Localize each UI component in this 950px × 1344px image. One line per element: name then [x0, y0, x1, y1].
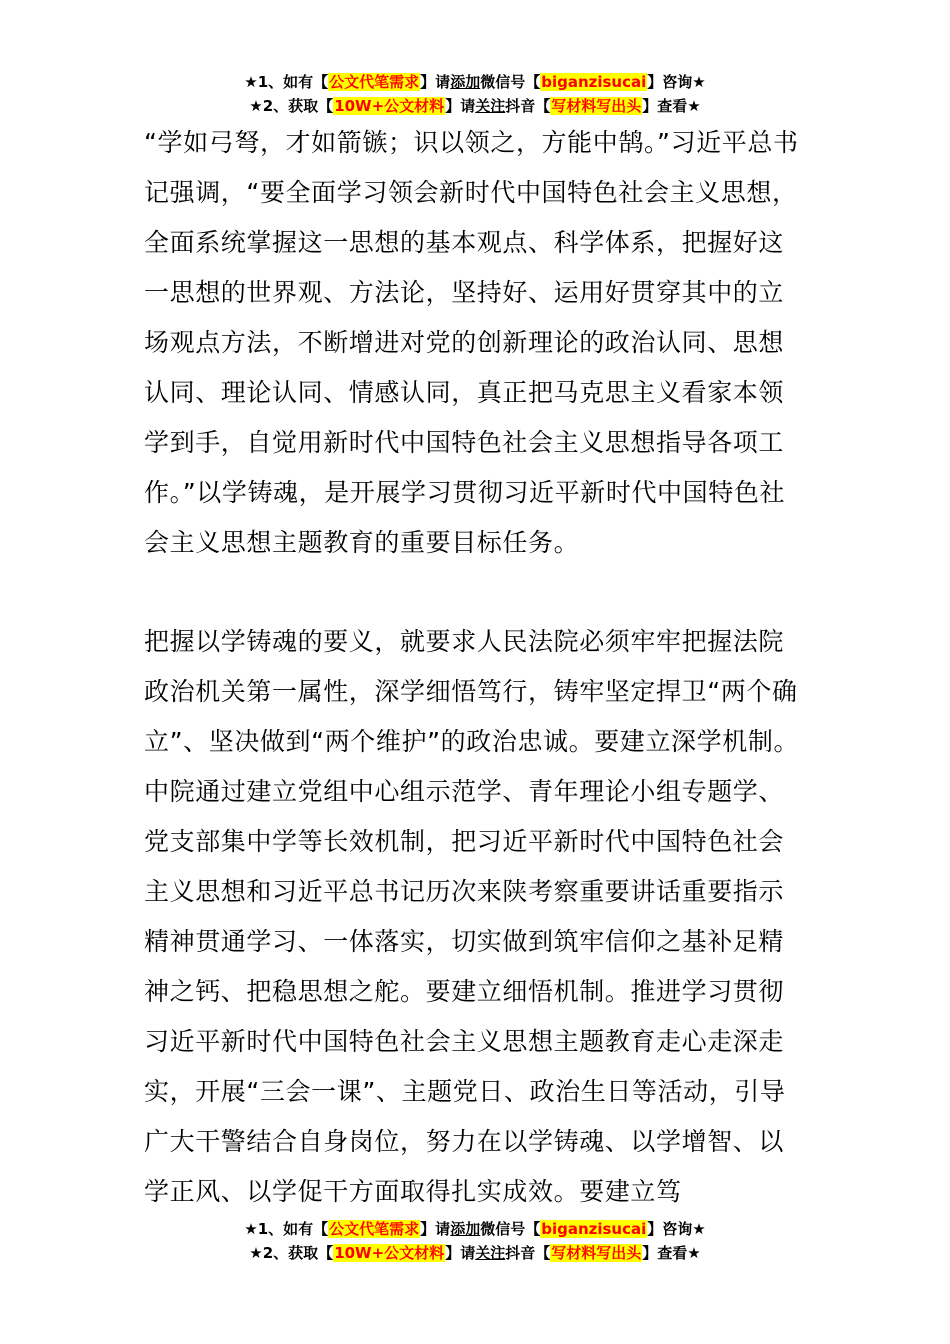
banner-text: ★1、如有【 — [244, 1220, 329, 1238]
header-banner — [0, 70, 950, 118]
banner-text: 】请 — [445, 97, 476, 115]
body-paragraph: “学如弓弩，才如箭镞；识以领之，方能中鹄。”习近平总书记强调，“要全面学习领会新时代中国特色社会主义思想，全面系统掌握这一思想的基本观点、科学体系，把握好这一思想的世界观、方法论，坚持好、运用好贯穿其中的立场观点方法，不断增进对党的创新理论的政治认同、思想认同、理论认同、情感认同，真正把马克思主义看家本领学到手，自觉用新时代中国特色社会主义思想指导各项工作。”以学铸魂，是开展学习贯彻习近平新时代中国特色社会主义思想主题教育的重要目标任务。 — [144, 128, 799, 557]
footer-banner — [0, 1217, 950, 1265]
banner-text: 抖音【 — [505, 97, 551, 115]
banner-text: ★2、获取【 — [249, 1244, 334, 1262]
banner-text: 】查看★ — [642, 97, 701, 115]
banner-line-1 — [0, 1217, 950, 1241]
underlined-text: 关注 — [475, 1244, 506, 1262]
highlight-service-text: 公文代笔需求 — [329, 1220, 420, 1238]
underlined-text: 添加 — [450, 73, 481, 91]
underlined-text: 添加 — [450, 1220, 481, 1238]
body-paragraph-1-container — [144, 118, 809, 568]
banner-text: 抖音【 — [505, 1244, 551, 1262]
banner-text: 】请 — [420, 1220, 451, 1238]
banner-text: ★1、如有【 — [244, 73, 329, 91]
banner-text: 】查看★ — [642, 1244, 701, 1262]
banner-text: 微信号【 — [480, 1220, 541, 1238]
banner-text: ★2、获取【 — [249, 97, 334, 115]
highlight-service-text: 公文代笔需求 — [329, 73, 420, 91]
underlined-text: 关注 — [475, 97, 506, 115]
body-paragraph: 把握以学铸魂的要义，就要求人民法院必须牢牢把握法院政治机关第一属性，深学细悟笃行，铸牢坚定捍卫“两个确立”、坚决做到“两个维护”的政治忠诚。要建立深学机制。中院通过建立党组中心组示范学、青年理论小组专题学、党支部集中学等长效机制，把习近平新时代中国特色社会主义思想和习近平总书记历次来陕考察重要讲话重要指示精神贯通学习、一体落实，切实做到筑牢信仰之基补足精神之钙、把稳思想之舵。要建立细悟机制。推进学习贯彻习近平新时代中国特色社会主义思想主题教育走心走深走实，开展“三会一课”、主题党日、政治生日等活动，引导广大干警结合自身岗位，努力在以学铸魂、以学增智、以学正风、以学促干方面取得扎实成效。要建立笃 — [144, 627, 800, 1206]
banner-text: 】请 — [420, 73, 451, 91]
highlight-materials-text: 10W+公文材料 — [334, 1244, 445, 1262]
banner-text: 】咨询★ — [647, 1220, 706, 1238]
banner-text: 】咨询★ — [647, 73, 706, 91]
banner-line-2 — [0, 94, 950, 118]
highlight-wechat-id: biganzisucai — [541, 73, 647, 91]
highlight-materials-text: 10W+公文材料 — [334, 97, 445, 115]
body-paragraph-2-container — [144, 617, 809, 1217]
banner-text: 微信号【 — [480, 73, 541, 91]
banner-text: 】请 — [445, 1244, 476, 1262]
highlight-douyin-account: 写材料写出头 — [551, 97, 642, 115]
highlight-douyin-account: 写材料写出头 — [551, 1244, 642, 1262]
banner-line-2 — [0, 1241, 950, 1265]
banner-line-1 — [0, 70, 950, 94]
highlight-wechat-id: biganzisucai — [541, 1220, 647, 1238]
